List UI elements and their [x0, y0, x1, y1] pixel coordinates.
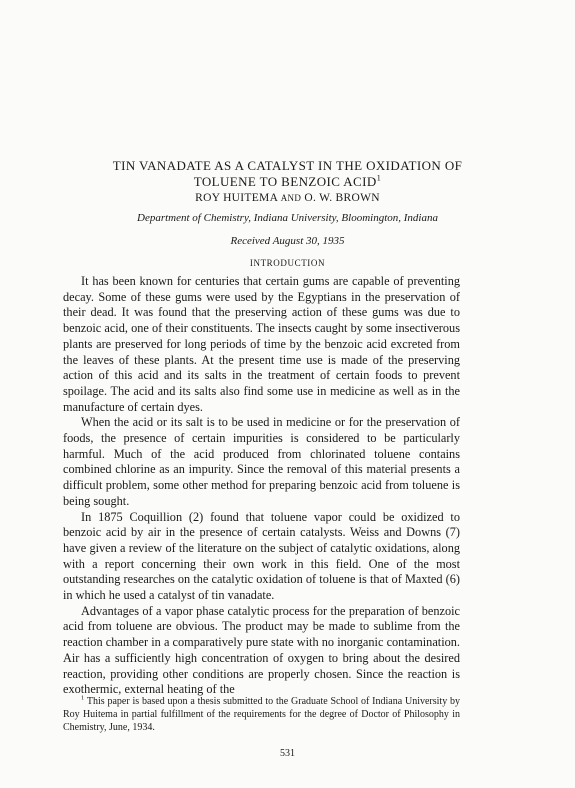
- paragraph: In 1875 Coquillion (2) found that toluene vapor could be oxidized to benzoic acid by air in the presence of certain catalysts. Weiss and Downs (7) have given a review of the literature on the subject of catalytic oxidations, along with a report concerning their own work in this field. One of the most outstanding researches on the catalytic oxidation of toluene is that of Maxted (6) in which he used a catalyst of tin vanadate.: [63, 509, 460, 603]
- section-heading: INTRODUCTION: [249, 258, 326, 268]
- paper-title: [0, 158, 575, 190]
- received-date: Received August 30, 1935: [230, 235, 345, 247]
- page-number: 531: [280, 748, 295, 759]
- paragraph: It has been known for centuries that certain gums are capable of preventing decay. Some of these gums were used by the Egyptians in the preservation of their dead. It was found that the preserving action of these gums was due to benzoic acid, one of their constituents. The insects caught by some insectiverous plants are preserved for long periods of time by the benzoic acid excreted from the leaves of these plants. At the present time use is made of the preserving action of this acid and its salts in the treatment of certain foods to prevent spoilage. The acid and its salts also find some use in medicine as well as in the manufacture of certain dyes.: [63, 274, 460, 414]
- footnote-marker: 1: [81, 694, 85, 702]
- title-line-1: TIN VANADATE AS A CATALYST IN THE OXIDATION OF: [112, 158, 463, 173]
- body-text: [63, 274, 460, 698]
- paragraph: Advantages of a vapor phase catalytic process for the preparation of benzoic acid from toluene are obvious. The product may be made to sublime from the reaction chamber in a comparatively pure state with no inorganic contamination. Air has a sufficiently high concentration of oxygen to bring about the desired reaction, providing other conditions are properly chosen. Since the reaction is exothermic, external heating of the: [63, 603, 460, 697]
- author-line: [0, 192, 575, 204]
- affiliation: Department of Chemistry, Indiana University, Bloomington, Indiana: [137, 212, 438, 224]
- footnote: [63, 695, 460, 734]
- author-conjunction: AND: [280, 193, 302, 203]
- title-footnote-marker: 1: [376, 172, 382, 183]
- paragraph: When the acid or its salt is to be used in medicine or for the preservation of foods, the presence of certain impurities is considered to be particularly harmful. Much of the acid produced from chlorinated toluene contains combined chlorine as an impurity. Since the removal of this material presents a difficult problem, some other method for preparing benzoic acid from toluene is being sought.: [63, 415, 460, 508]
- author-1: ROY HUITEMA: [195, 192, 278, 204]
- footnote-text: This paper is based upon a thesis submitted to the Graduate School of Indiana University by Roy Huitema in partial fulfillment of the requirements for the degree of Doctor of Philosophy in Chemistry, June, 1934.: [63, 696, 460, 733]
- title-line-2: [0, 174, 575, 190]
- author-2: O. W. BROWN: [304, 192, 380, 204]
- title-line-2-text: TOLUENE TO BENZOIC ACID: [193, 174, 377, 189]
